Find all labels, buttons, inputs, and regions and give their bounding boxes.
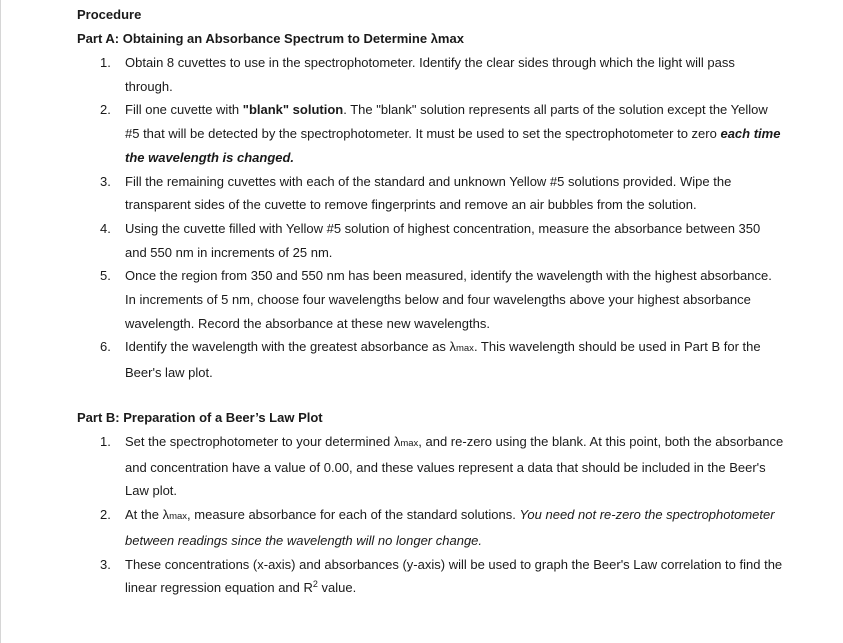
- step-number: 1.: [100, 434, 111, 449]
- step-number: 4.: [100, 220, 111, 236]
- part-a-step-2: [1, 98, 843, 169]
- step-number: 6.: [100, 339, 111, 355]
- emphasis-text: each time the wavelength is changed.: [125, 126, 781, 165]
- step-number: 2.: [100, 102, 111, 118]
- part-a-step-5: [1, 264, 843, 335]
- step-text: Using the cuvette filled with Yellow #5 solution of highest concentration, measure the absorbance between 350 and 550 nm in increments of 25 nm.: [125, 220, 761, 260]
- step-text: Identify the wavelength with the greatest absorbance as λmax. This wavelength should be used in Part B for the Beer's law plot.: [125, 339, 761, 381]
- italic-note: You need not re-zero the spectrophotometer between readings since the wavelength will no longer change.: [125, 507, 775, 548]
- step-text: Fill one cuvette with "blank" solution. The "blank" solution represents all parts of the solution except the Yellow #5 that will be detected by the spectrophotometer. It must be used to set the spectrophotometer to zero each time the wavelength is changed.: [125, 102, 781, 165]
- r-squared-superscript: 2: [312, 579, 318, 590]
- part-a-heading: Part A: Obtaining an Absorbance Spectrum to Determine λmax: [77, 31, 464, 46]
- step-number: 3.: [100, 556, 111, 572]
- part-b-step-3: [1, 553, 843, 600]
- part-a-step-1: [1, 51, 843, 98]
- lambda-max-subscript: max: [169, 511, 188, 523]
- part-b-heading: Part B: Preparation of a Beer’s Law Plot: [77, 410, 323, 425]
- part-b-step-2: [1, 503, 843, 552]
- step-text: At the λmax, measure absorbance for each of the standard solutions. You need not re-zero the spectrophotometer between readings since the wavelength will no longer change.: [125, 507, 775, 548]
- procedure-heading: Procedure: [77, 7, 142, 22]
- step-text: Set the spectrophotometer to your determined λmax, and re-zero using the blank. At this point, both the absorbance and concentration have a value of 0.00, and these values represent a data that should be included in the Beer's Law plot.: [125, 434, 784, 499]
- lambda-max-subscript: max: [455, 343, 474, 355]
- part-a-steps: [1, 51, 843, 385]
- step-number: 2.: [100, 507, 111, 523]
- step-number: 5.: [100, 268, 111, 284]
- part-a-step-4: [1, 217, 843, 264]
- lambda-max-subscript: max: [400, 438, 419, 449]
- part-b-step-1: [1, 430, 843, 503]
- step-number: 1.: [100, 55, 111, 70]
- step-number: 3.: [100, 173, 111, 189]
- step-text: Once the region from 350 and 550 nm has been measured, identify the wavelength with the highest absorbance. In increments of 5 nm, choose four wavelengths below and four wavelengths above your highest absorbance wavelength. Record the absorbance at these new wavelengths.: [125, 268, 772, 331]
- step-text: Fill the remaining cuvettes with each of the standard and unknown Yellow #5 solutions provided. Wipe the transparent sides of the cuvette to remove fingerprints and remove an air bubbles from the solution.: [125, 173, 732, 213]
- step-text: Obtain 8 cuvettes to use in the spectrophotometer. Identify the clear sides through which the light will pass through.: [125, 55, 735, 94]
- part-a-step-6: [1, 335, 843, 384]
- step-text: These concentrations (x-axis) and absorbances (y-axis) will be used to graph the Beer's Law correlation to find the linear regression equation and $R^2$ value.: [125, 556, 783, 596]
- part-b-steps: [1, 430, 843, 600]
- part-a-step-3: [1, 170, 843, 217]
- blank-solution-term: "blank" solution: [242, 102, 344, 118]
